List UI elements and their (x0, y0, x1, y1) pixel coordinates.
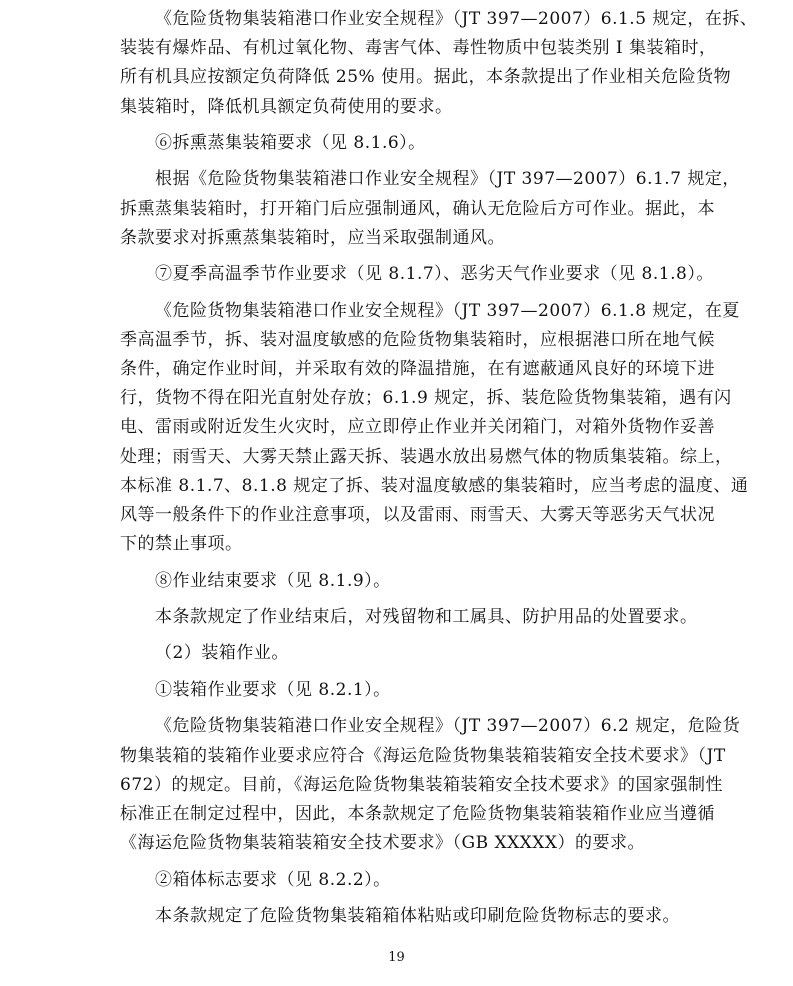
paragraph-line: 《海运危险货物集装箱装箱安全技术要求》（GB XXXXX）的要求。 (120, 833, 645, 853)
item-heading: ②箱体标志要求（见 8.2.2）。 (155, 870, 391, 890)
paragraph-line: 物集装箱的装箱作业要求应符合《海运危险货物集装箱装箱安全技术要求》（JT (120, 746, 726, 766)
paragraph-line: 《危险货物集装箱港口作业安全规程》（JT 397—2007）6.2 规定，危险货 (155, 716, 741, 736)
paragraph-line: 本条款规定了危险货物集装箱箱体粘贴或印刷危险货物标志的要求。 (155, 906, 680, 926)
paragraph-line: 装装有爆炸品、有机过氧化物、毒害气体、毒性物质中包装类别 Ⅰ 集装箱时， (120, 38, 717, 58)
paragraph-line: 电、雷雨或附近发生火灾时，应立即停止作业并关闭箱门，对箱外货物作妥善 (120, 417, 715, 437)
paragraph-line: 本条款规定了作业结束后，对残留物和工属具、防护用品的处置要求。 (155, 607, 698, 627)
paragraph-line: 行，货物不得在阳光直射处存放；6.1.9 规定，拆、装危险货物集装箱，遇有闪 (120, 388, 732, 408)
paragraph-line: 条款要求对拆熏蒸集装箱时，应当采取强制通风。 (120, 228, 505, 248)
page-number: 19 (388, 950, 405, 965)
paragraph-line: 标准正在制定过程中，因此，本条款规定了危险货物集装箱装箱作业应当遵循 (120, 804, 715, 824)
item-heading: ⑥拆熏蒸集装箱要求（见 8.1.6）。 (155, 133, 426, 153)
paragraph-line: 季高温季节，拆、装对温度敏感的危险货物集装箱时，应根据港口所在地气候 (120, 330, 715, 350)
paragraph-line: 拆熏蒸集装箱时，打开箱门后应强制通风，确认无危险后方可作业。据此，本 (120, 199, 715, 219)
paragraph-line: 下的禁止事项。 (120, 534, 243, 554)
paragraph-line: 集装箱时，降低机具额定负荷使用的要求。 (120, 97, 453, 117)
section-heading: （2）装箱作业。 (155, 643, 289, 663)
paragraph-line: 672）的规定。目前，《海运危险货物集装箱装箱安全技术要求》的国家强制性 (120, 775, 723, 795)
paragraph-line: 本标准 8.1.7、8.1.8 规定了拆、装对温度敏感的集装箱时，应当考虑的温度、通 (120, 476, 749, 496)
paragraph-line: 风等一般条件下的作业注意事项，以及雷雨、雨雪天、大雾天等恶劣天气状况 (120, 505, 715, 525)
item-heading: ⑧作业结束要求（见 8.1.9）。 (155, 571, 391, 591)
item-heading: ⑦夏季高温季节作业要求（见 8.1.7）、恶劣天气作业要求（见 8.1.8）。 (155, 264, 714, 284)
paragraph-line: 根据《危险货物集装箱港口作业安全规程》（JT 397—2007）6.1.7 规定， (155, 169, 740, 189)
item-heading: ①装箱作业要求（见 8.2.1）。 (155, 680, 391, 700)
paragraph-line: 所有机具应按额定负荷降低 25% 使用。据此，本条款提出了作业相关危险货物 (120, 67, 732, 87)
paragraph-line: 条件，确定作业时间，并采取有效的降温措施，在有遮蔽通风良好的环境下进 (120, 359, 715, 379)
paragraph-line: 《危险货物集装箱港口作业安全规程》（JT 397—2007）6.1.5 规定，在拆、 (155, 9, 758, 29)
paragraph-line: 处理；雨雪天、大雾天禁止露天拆、装遇水放出易燃气体的物质集装箱。综上， (120, 447, 733, 467)
paragraph-line: 《危险货物集装箱港口作业安全规程》（JT 397—2007）6.1.8 规定，在夏 (155, 301, 740, 321)
